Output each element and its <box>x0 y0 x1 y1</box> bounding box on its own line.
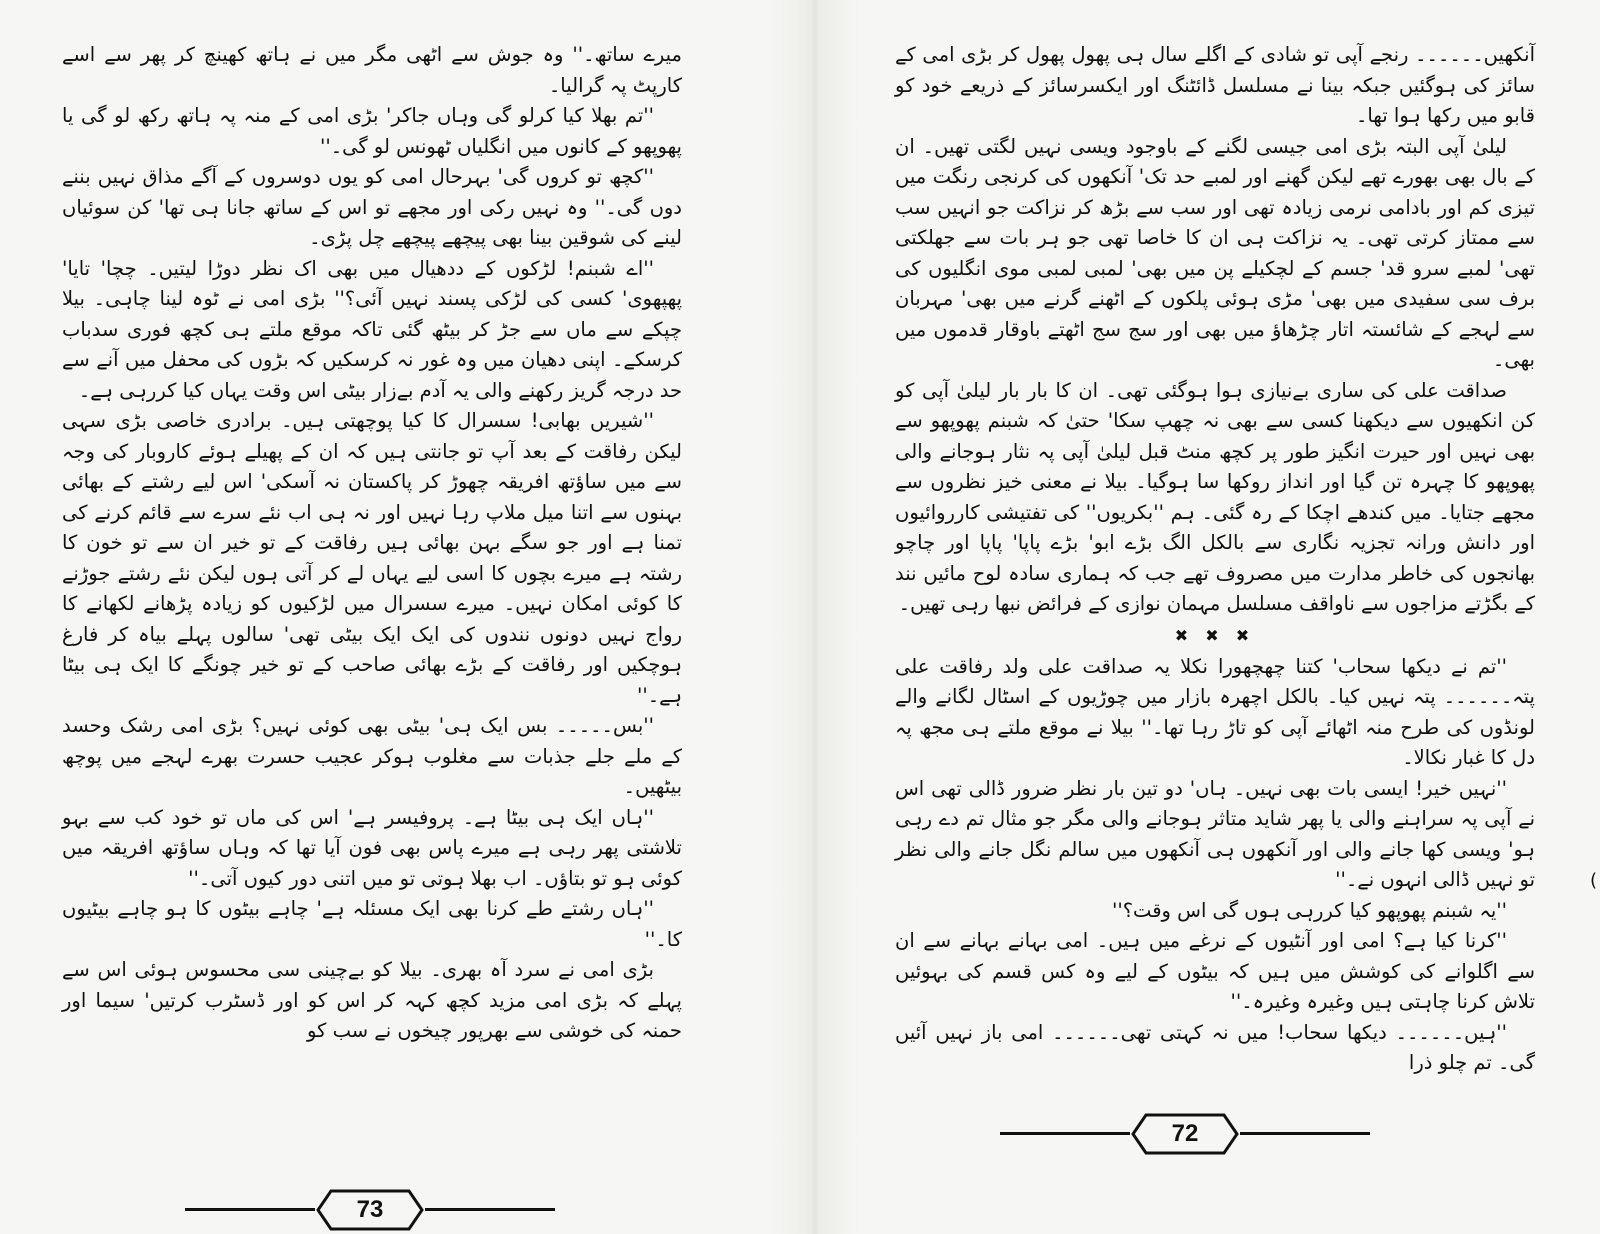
paragraph: بڑی امی نے سرد آہ بھری۔ بیلا کو بےچینی سی محسوس ہوئی اس سے پہلے کہ بڑی امی مزید کچھ کہہ کر اس کو اور ڈسٹرب کرتیں' سیما اور حمنہ کی خوشی سے بھرپور چیخوں نے سب کو <box>62 958 682 1042</box>
footer-rule <box>425 1208 555 1211</box>
paragraph: ''ہیں۔۔۔۔۔۔ دیکھا سحاب! میں نہ کہتی تھی۔۔۔۔۔۔ امی باز نہیں آئیں گی۔ تم چلو ذرا <box>895 1020 1535 1074</box>
paragraph: ''ہاں ایک ہی بیٹا ہے۔ پروفیسر ہے' اس کی ماں تو خود کب سے بہو تلاشتی پھر رہی ہے میرے پاس بھی فون آیا تھا کہ وہاں ساؤتھ افریقہ میں کوئی ہو تو بتاؤں۔ اب بھلا ہوتی تو میں اتنی دور کیوں آتی۔'' <box>62 805 682 890</box>
paragraph: ''تم نے دیکھا سحاب' کتنا چھچھورا نکلا یہ صداقت علی ولد رفاقت علی پتہ۔۔۔۔۔۔ پتہ نہیں کیا۔ بالکل اچھرہ بازار میں چوڑیوں کے اسٹال لگانے والے لونڈوں کی طرح منہ اٹھائے آپی کو تاڑ رہا تھا۔'' بیلا نے موقع ملتے ہی مجھ پہ دل کا غبار نکالا۔ <box>895 654 1535 769</box>
page-number-footer-left <box>185 1188 555 1232</box>
paragraph: ''بس۔۔۔۔۔ بس ایک ہی' بیٹی بھی کوئی نہیں؟ بڑی امی رشک وحسد کے ملے جلے جذبات سے مغلوب ہوکر عجیب حسرت بھرے لہجے میں پوچھ بیٹھیں۔ <box>62 714 682 798</box>
page-number-badge <box>315 1188 425 1232</box>
paragraph: میرے ساتھ۔'' وہ جوش سے اٹھی مگر میں نے ہاتھ کھینچ کر پھر سے اسے کارپٹ پہ گرالیا۔ <box>62 43 682 97</box>
paragraph: آنکھیں۔۔۔۔۔۔ رنجے آپی تو شادی کے اگلے سال ہی پھول پھول کر بڑی امی کے سائز کی ہوگئیں جبکہ بینا نے مسلسل ڈائٹنگ اور ایکسرسائز کے ذریعے خود کو قابو میں رکھا ہوا تھا۔ <box>895 43 1535 127</box>
paragraph: ''اے شبنم! لڑکوں کے ددھیال میں بھی اک نظر دوڑا لیتیں۔ چچا' تایا' پھپھوی' کسی کی لڑکی پسند نہیں آئی؟'' بڑی امی نے ٹوہ لینا چاہی۔ بیلا چپکے سے ماں سے جڑ کر بیٹھ گئی تاکہ موقع ملتے ہی کچھ فوری سدباب کرسکے۔ اپنی دھیان میں وہ غور نہ کرسکیں کہ بڑوں کی محفل میں آنے سے حد درجہ گریز رکھنے والی یہ آدم بےزار بیٹی اس وقت یہاں کیا کررہی ہے۔ <box>62 256 682 402</box>
footer-rule <box>1240 1132 1370 1135</box>
section-break: ✖ ✖ ✖ <box>1174 625 1256 645</box>
paragraph: لیلیٰ آپی البتہ بڑی امی جیسی لگنے کے باوجود ویسی نہیں لگتی تھیں۔ ان کے بال بھی بھورے تھے لیکن گھنے اور لمبے حد تک' آنکھوں کی کرنجی رنگت میں تیزی کم اور بادامی نرمی زیادہ تھی اور سب سے بڑھ کر نزاکت جو انہیں سب سے ممتاز کرتی تھی۔ یہ نزاکت ہی ان کا خاصا تھی جو ہر بات سے جھلکتی تھی' لمبے سرو قد' جسم کے لچکیلے پن میں بھی' لمبی لمبی موی انگلیوں کی برف سی سفیدی میں بھی' مڑی ہوئی پلکوں کے اٹھنے گرنے میں بھی' مہربان سے لہجے کے شائستہ اتار چڑھاؤ میں بھی اور سج سج اٹھتے باوقار قدموں میں بھی۔ <box>895 134 1535 371</box>
paragraph: ''یہ شبنم پھوپھو کیا کررہی ہوں گی اس وقت؟'' <box>1111 898 1507 922</box>
page-edge-mark: ( <box>1590 870 1598 891</box>
page-number-footer-right <box>1000 1112 1370 1156</box>
paragraph: ''کرنا کیا ہے؟ امی اور آنٹیوں کے نرغے میں ہیں۔ امی بہانے بہانے سے ان سے اگلوانے کی کوشش میں ہیں کہ بیٹوں کے لیے وہ کس قسم کی بہوئیں تلاش کرنا چاہتی ہیں وغیرہ وغیرہ۔'' <box>895 929 1535 1013</box>
paragraph: ''کچھ تو کروں گی' بہرحال امی کو یوں دوسروں کے آگے مذاق نہیں بننے دوں گی۔'' وہ نہیں رکی اور مجھے تو اس کے ساتھ جانا ہی تھا' کن سوئیاں لینے کی شوقین بینا بھی پیچھے پیچھے چل پڑی۔ <box>62 165 682 249</box>
paragraph: ''ہاں رشتے طے کرنا بھی ایک مسئلہ ہے' چاہے بیٹوں کا ہو چاہے بیٹیوں کا۔'' <box>62 897 682 951</box>
paragraph: ''تم بھلا کیا کرلو گی وہاں جاکر' بڑی امی کے منہ پہ ہاتھ رکھ لو گی یا پھوپھو کے کانوں میں انگلیاں ٹھونس لو گی۔'' <box>62 104 682 158</box>
paragraph: ''شیریں بھابی! سسرال کا کیا پوچھتی ہیں۔ برادری خاصی بڑی سہی لیکن رفاقت کے بعد آپ تو جانتی ہیں کہ ان کے پھیلے ہوئے کاروبار کی وجہ سے میں ساؤتھ افریقہ چھوڑ کر پاکستان نہ آسکی' اس لیے رشتے کے بھائی بہنوں سے اتنا میل ملاپ رہا نہیں اور نہ ہی اب نئے سرے سے قائم کرنے کی تمنا ہے اور جو سگے بہن بھائی ہیں رفاقت کے تو خیر ان سے تو خون کا رشتہ ہے میرے بچوں کا اسی لیے یہاں لے کر آتی ہوں لیکن نئے رشتے جوڑنے کا کوئی امکان نہیں۔ میرے سسرال میں لڑکیوں کو زیادہ پڑھانے لکھانے کا رواج نہیں دونوں نندوں کی ایک ایک بیٹی تھی' سالوں پہلے بیاہ کر فارغ ہوچکیں اور رفاقت کے بڑے بھائی صاحب کے تو خیر چونگے کا ایک ہی بیٹا ہے۔'' <box>62 409 682 707</box>
paragraph: ''نہیں خیر! ایسی بات بھی نہیں۔ ہاں' دو تین بار نظر ضرور ڈالی تھی اس نے آپی پہ سراہنے والی یا پھر شاید متاثر ہوجانے والی مگر جو مثال تم دے رہی ہو' ویسی کھا جانے والی اور آنکھوں ہی آنکھوں میں سالم نگل جانے والی نظر تو نہیں ڈالی انہوں نے۔'' <box>895 776 1535 891</box>
page-number: 73 <box>356 1196 384 1223</box>
page-72-text <box>895 40 1535 1079</box>
page-number-badge <box>1130 1112 1240 1156</box>
book-gutter <box>770 0 860 1234</box>
footer-rule <box>1000 1132 1130 1135</box>
page-number: 72 <box>1171 1120 1199 1147</box>
paragraph: صداقت علی کی ساری بےنیازی ہوا ہوگئی تھی۔ ان کا بار بار لیلیٰ آپی کو کن انکھیوں سے دیکھنا کسی سے بھی نہ چھپ سکا' حتیٰ کہ شبنم پھوپھو سے بھی نہیں اور حیرت انگیز طور پر کچھ منٹ قبل لیلیٰ آپی پہ نثار ہوجانے والی پھوپھو کا چہرہ تن گیا اور انداز روکھا سا ہوگیا۔ بیلا نے معنی خیز نظروں سے مجھے جتایا۔ میں کندھے اچکا کے رہ گئی۔ ہم ''بکریوں'' کی تفتیشی کارروائیوں اور دانش ورانہ تجزیہ نگاری سے بالکل الگ بڑے ابو' بڑے پاپا' پاپا اور چاچو بھانجوں کی خاطر مدارت میں مصروف تھے جب کہ ہماری سادہ لوح مائیں نند کے بگڑتے مزاجوں سے ناواقف مسلسل مہمان نوازی کے فرائض نبھا رہی تھیں۔ <box>895 378 1535 615</box>
page-73-text <box>62 40 682 1047</box>
footer-rule <box>185 1208 315 1211</box>
